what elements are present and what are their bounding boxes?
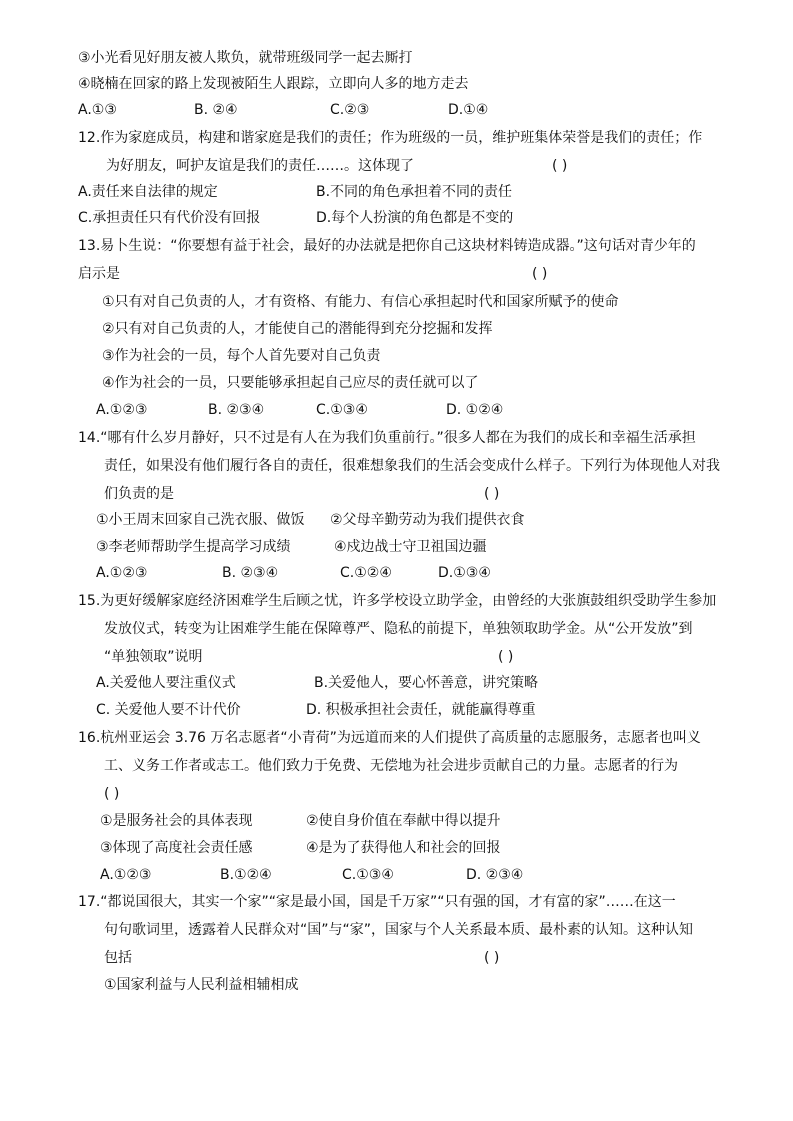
q13-option-b: B. ②③④: [208, 402, 265, 418]
q11-item-3: ③小光看见好朋友被人欺负，就带班级同学一起去厮打: [78, 50, 413, 66]
q16-option-c: C.①③④: [342, 867, 394, 883]
q15-option-d: D. 积极承担社会责任，就能赢得尊重: [306, 702, 536, 718]
q12-answer-paren: ( ): [552, 158, 568, 174]
q11-option-a: A.①③: [78, 102, 117, 118]
q13-item-4: ④作为社会的一员，只要能够承担起自己应尽的责任就可以了: [102, 375, 479, 391]
q14-item-3: ③李老师帮助学生提高学习成绩: [96, 539, 291, 555]
q13-option-d: D. ①②④: [446, 402, 504, 418]
q15-stem-line-2: 发放仪式，转变为让困难学生能在保障尊严、隐私的前提下，单独领取助学金。从“公开发放”到: [104, 621, 693, 637]
q17-stem-line-3: 包括: [104, 950, 132, 966]
q14-stem-line-3: 们负责的是: [104, 486, 174, 502]
q16-option-b: B.①②④: [220, 867, 272, 883]
q12-stem-line-2: 为好朋友，呵护友谊是我们的责任……。这体现了: [106, 158, 414, 174]
q13-item-1: ①只有对自己负责的人，才有资格、有能力、有信心承担起时代和国家所赋予的使命: [102, 294, 619, 310]
q17-stem-line-1: 17.“都说国很大，其实一个家”“家是最小国，国是千万家”“只有强的国，才有富的家”……在这一: [78, 894, 676, 910]
q15-stem-line-1: 15.为更好缓解家庭经济困难学生后顾之忧，许多学校设立助学金，由曾经的大张旗鼓组织受助学生参加: [78, 593, 717, 609]
q16-option-a: A.①②③: [100, 867, 152, 883]
q14-option-d: D.①③④: [438, 565, 491, 581]
q15-option-c: C. 关爱他人要不计代价: [96, 702, 241, 718]
q16-item-4: ④是为了获得他人和社会的回报: [306, 840, 501, 856]
q13-stem-line-2: 启示是: [78, 266, 120, 282]
q17-stem-line-2: 句句歌词里，透露着人民群众对“国”与“家”，国家与个人关系最本质、最朴素的认知。这种认知: [104, 922, 694, 938]
q13-item-2: ②只有对自己负责的人，才能使自己的潜能得到充分挖掘和发挥: [102, 321, 493, 337]
q14-answer-paren: ( ): [484, 486, 500, 502]
q12-option-d: D.每个人扮演的角色都是不变的: [316, 210, 514, 226]
q13-item-3: ③作为社会的一员，每个人首先要对自己负责: [102, 348, 381, 364]
q14-stem-line-2: 责任，如果没有他们履行各自的责任，很难想象我们的生活会变成什么样子。下列行为体现他人对我: [104, 458, 720, 474]
q16-option-d: D. ②③④: [466, 867, 524, 883]
q13-answer-paren: ( ): [532, 266, 548, 282]
q11-option-b: B. ②④: [194, 102, 238, 118]
q11-option-c: C.②③: [330, 102, 370, 118]
q17-item-1: ①国家利益与人民利益相辅相成: [104, 977, 299, 993]
q14-option-b: B. ②③④: [222, 565, 279, 581]
q14-item-1: ①小王周末回家自己洗衣服、做饭: [96, 512, 305, 528]
q15-option-a: A.关爱他人要注重仪式: [96, 675, 236, 691]
q16-answer-paren: ( ): [104, 786, 120, 802]
q11-item-4: ④晓楠在回家的路上发现被陌生人跟踪，立即向人多的地方走去: [78, 76, 469, 92]
q15-option-b: B.关爱他人，要心怀善意，讲究策略: [314, 675, 539, 691]
q16-item-2: ②使自身价值在奉献中得以提升: [306, 813, 501, 829]
q13-stem-line-1: 13.易卜生说：“你要想有益于社会，最好的办法就是把你自己这块材料铸造成器。”这句话对青少年的: [78, 238, 696, 254]
q14-item-4: ④戍边战士守卫祖国边疆: [334, 539, 487, 555]
q12-option-b: B.不同的角色承担着不同的责任: [316, 184, 513, 200]
q15-answer-paren: ( ): [498, 649, 514, 665]
q16-item-3: ③体现了高度社会责任感: [100, 840, 253, 856]
q17-answer-paren: ( ): [484, 950, 500, 966]
q13-option-c: C.①③④: [316, 402, 368, 418]
q12-option-a: A.责任来自法律的规定: [78, 184, 218, 200]
q16-item-1: ①是服务社会的具体表现: [100, 813, 253, 829]
q14-stem-line-1: 14.“哪有什么岁月静好，只不过是有人在为我们负重前行。”很多人都在为我们的成长和幸福生活承担: [78, 430, 696, 446]
q12-option-c: C.承担责任只有代价没有回报: [78, 210, 261, 226]
q11-option-d: D.①④: [448, 102, 489, 118]
q14-option-c: C.①②④: [340, 565, 392, 581]
q14-item-2: ②父母辛勤劳动为我们提供衣食: [330, 512, 525, 528]
q14-option-a: A.①②③: [96, 565, 148, 581]
q15-stem-line-3: “单独领取”说明: [104, 649, 203, 665]
q12-stem-line-1: 12.作为家庭成员，构建和谐家庭是我们的责任；作为班级的一员，维护班集体荣誉是我们的责任；作: [78, 130, 703, 146]
q16-stem-line-1: 16.杭州亚运会 3.76 万名志愿者“小青荷”为远道而来的人们提供了高质量的志愿服务，志愿者也叫义: [78, 730, 701, 746]
q13-option-a: A.①②③: [96, 402, 148, 418]
q16-stem-line-2: 工、义务工作者或志工。他们致力于免费、无偿地为社会进步贡献自己的力量。志愿者的行为: [104, 758, 678, 774]
